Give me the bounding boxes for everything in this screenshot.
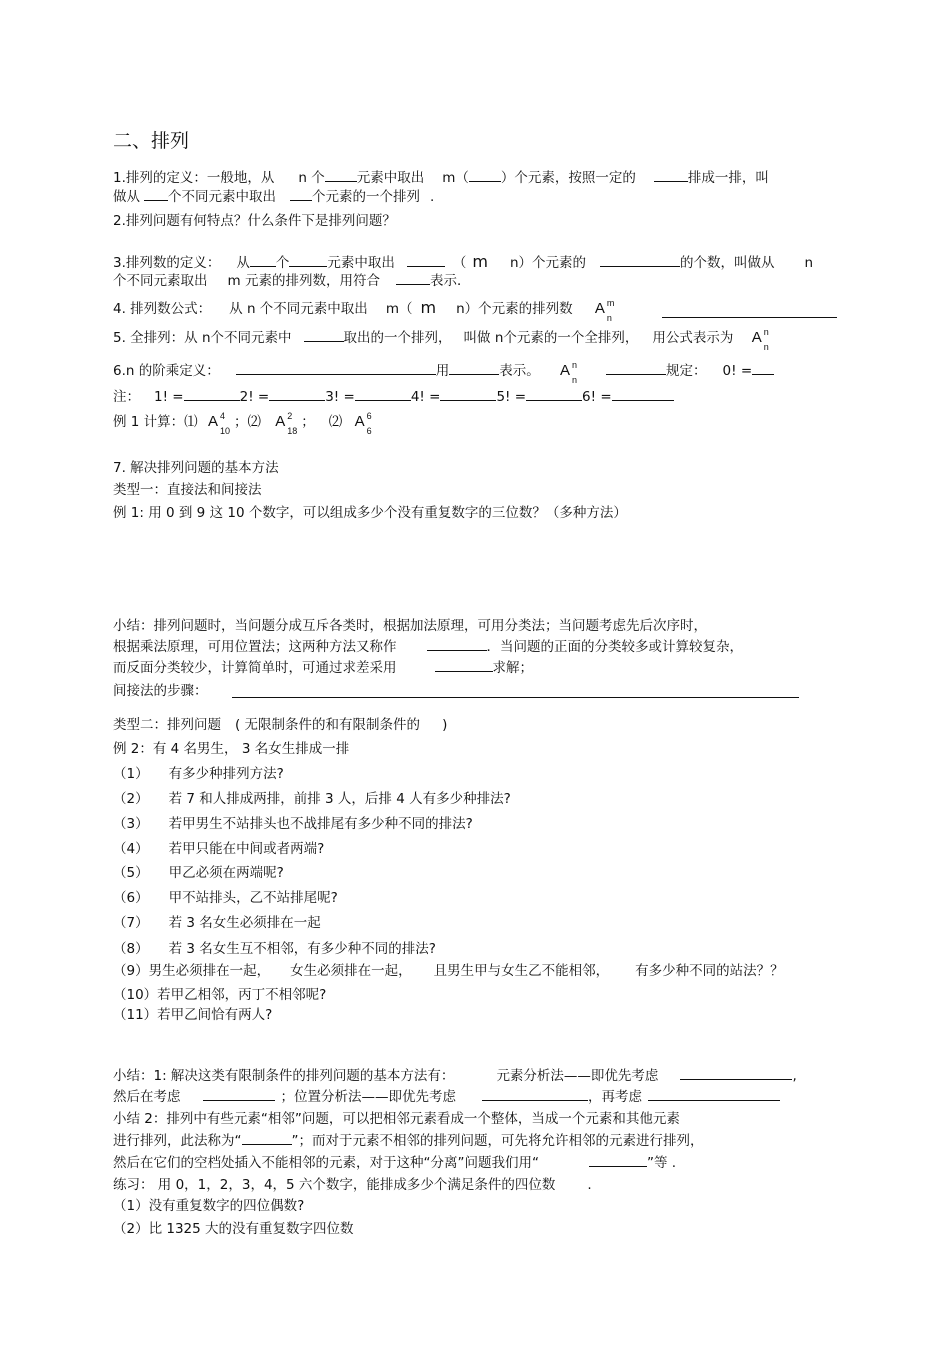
permutation-symbol: A 2 18 xyxy=(275,411,298,436)
list-item: （7） 若 3 名女生必须排在一起 xyxy=(113,915,321,931)
summary-1-line-2: 根据乘法原理，可用位置法；这两种方法又称作 ．当问题的正面的分类较多或计算较复杂， xyxy=(113,639,743,655)
list-item: （4） 若甲只能在中间或者两端? xyxy=(113,841,325,857)
practice-heading: 练习： 用 0，1，2，3，4，5 六个数字，能排成多少个满足条件的四位数 . xyxy=(113,1177,592,1193)
example-1-calc: 例 1 计算：⑴ A 4 10 ；⑵ A 2 18 ； ⑵ A 6 6 xyxy=(113,413,379,431)
formula-4: 4. 排列数公式： 从 n 个不同元素中取出 m（ m n）个元素的排列数 A m n xyxy=(113,299,619,318)
summary-3-line-1: 小结 2：排列中有些元素“相邻”问题，可以把相邻元素看成一个整体，当成一个元素和其他元素 xyxy=(113,1111,680,1127)
summary-2-line-1: 小结：1: 解决这类有限制条件的排列问题的基本方法有： 元素分析法——即优先考虑 , xyxy=(113,1068,797,1084)
blank xyxy=(680,1067,792,1080)
blank xyxy=(242,1132,292,1145)
blank xyxy=(355,388,411,401)
blank xyxy=(304,329,344,342)
blank xyxy=(482,1088,588,1101)
list-item-10: （10）若甲乙相邻，丙丁不相邻呢? xyxy=(113,987,327,1003)
blank xyxy=(203,1088,275,1101)
permutation-symbol: A 4 10 xyxy=(207,411,230,436)
blank xyxy=(144,188,168,201)
blank xyxy=(600,254,680,267)
blank xyxy=(526,388,582,401)
list-item: （8） 若 3 名女生互不相邻，有多少种不同的排法? xyxy=(113,941,436,957)
list-item: （6） 甲不站排头，乙不站排尾呢? xyxy=(113,890,338,906)
blank xyxy=(752,362,774,375)
blank xyxy=(396,272,430,285)
blank xyxy=(407,254,445,267)
list-item: （5） 甲乙必须在两端呢? xyxy=(113,865,284,881)
blank xyxy=(325,169,357,182)
question-2: 2.排列问题有何特点？什么条件下是排列问题？ xyxy=(113,213,396,229)
definition-3-line-2: 个不同元素取出 m 元素的排列数，用符合 表示． xyxy=(113,273,471,289)
example-2-heading: 例 2：有 4 名男生， 3 名女生排成一排 xyxy=(113,741,350,757)
blank xyxy=(606,362,666,375)
definition-line-2: 做从 个不同元素中取出 个元素的一个排列 . xyxy=(113,189,435,205)
answer-line xyxy=(232,697,799,698)
type-1-heading: 类型一：直接法和间接法 xyxy=(113,482,262,498)
blank xyxy=(289,254,327,267)
summary-2-line-2: 然后在考虑 ；位置分析法——即优先考虑 ，再考虑 xyxy=(113,1088,780,1106)
blank xyxy=(269,388,325,401)
list-item-11: （11）若甲乙间恰有两人? xyxy=(113,1007,273,1023)
summary-3-line-3: 然后在它们的空档处插入不能相邻的元素，对于这种“分离”问题我们用“ ”等 . xyxy=(113,1155,677,1171)
answer-line xyxy=(662,317,837,318)
list-item: （2） 若 7 和人排成两排，前排 3 人，后排 4 人有多少种排法? xyxy=(113,791,511,807)
list-item: （3） 若甲男生不站排头也不战排尾有多少种不同的排法? xyxy=(113,816,473,832)
blank xyxy=(449,362,499,375)
section-7-heading: 7. 解决排列问题的基本方法 xyxy=(113,460,279,476)
permutation-symbol: A m n xyxy=(594,298,615,323)
permutation-symbol: A n n xyxy=(560,360,578,385)
formula-6: 6.n 的阶乘定义： 用 表示。 A n n 规定： 0! = xyxy=(113,362,774,380)
blank xyxy=(440,388,496,401)
definition-line-1: 1.排列的定义：一般地，从 n 个 元素中取出 m（ ）个元素，按照一定的 排成一排，叫 xyxy=(113,170,769,186)
definition-3-line-1: 3.排列数的定义： 从 个 元素中取出 （ m n）个元素的 的个数，叫做从 n xyxy=(113,252,814,271)
blank xyxy=(612,388,674,401)
example-1-question: 例 1: 用 0 到 9 这 10 个数字，可以组成多少个没有重复数字的三位数？（多种方法） xyxy=(113,505,627,521)
practice-item-1: （1）没有重复数字的四位偶数? xyxy=(113,1198,305,1214)
permutation-symbol: A n n xyxy=(751,327,769,352)
blank xyxy=(589,1154,647,1167)
blank xyxy=(654,169,688,182)
factorial-note: 注： 1! = 2! = 3! = 4! = 5! = 6! = xyxy=(113,388,674,406)
permutation-symbol: A 6 6 xyxy=(354,411,372,436)
summary-1-line-1: 小结：排列问题时，当问题分成互斥各类时，根据加法原理，可用分类法；当问题考虑先后次序时， xyxy=(113,618,707,634)
list-item-9: （9）男生必须排在一起， 女生必须排在一起， 且男生甲与女生乙不能相邻， 有多少种不同的站法？？ xyxy=(113,963,784,979)
list-item: （1） 有多少种排列方法? xyxy=(113,766,284,782)
blank xyxy=(427,638,487,651)
blank xyxy=(469,169,501,182)
type-2-heading: 类型二：排列问题 ( 无限制条件的和有限制条件的 ) xyxy=(113,717,448,733)
practice-item-2: （2）比 1325 大的没有重复数字四位数 xyxy=(113,1221,354,1237)
summary-1-line-3: 而反面分类较少，计算简单时，可通过求差采用 求解； xyxy=(113,660,533,676)
blank xyxy=(236,362,436,375)
blank xyxy=(648,1088,780,1101)
summary-1-line-4: 间接法的步骤： xyxy=(113,683,208,699)
formula-5: 5. 全排列：从 n个不同元素中 取出的一个排列， 叫做 n个元素的一个全排列， 用公式表示为 A n n xyxy=(113,329,776,347)
section-title: 二、排列 xyxy=(113,130,190,152)
blank xyxy=(184,388,240,401)
blank xyxy=(250,254,276,267)
blank xyxy=(290,188,312,201)
summary-3-line-2: 进行排列，此法称为“ ”；而对于元素不相邻的排列问题，可先将允许相邻的元素进行排列， xyxy=(113,1133,704,1149)
blank xyxy=(435,659,493,672)
